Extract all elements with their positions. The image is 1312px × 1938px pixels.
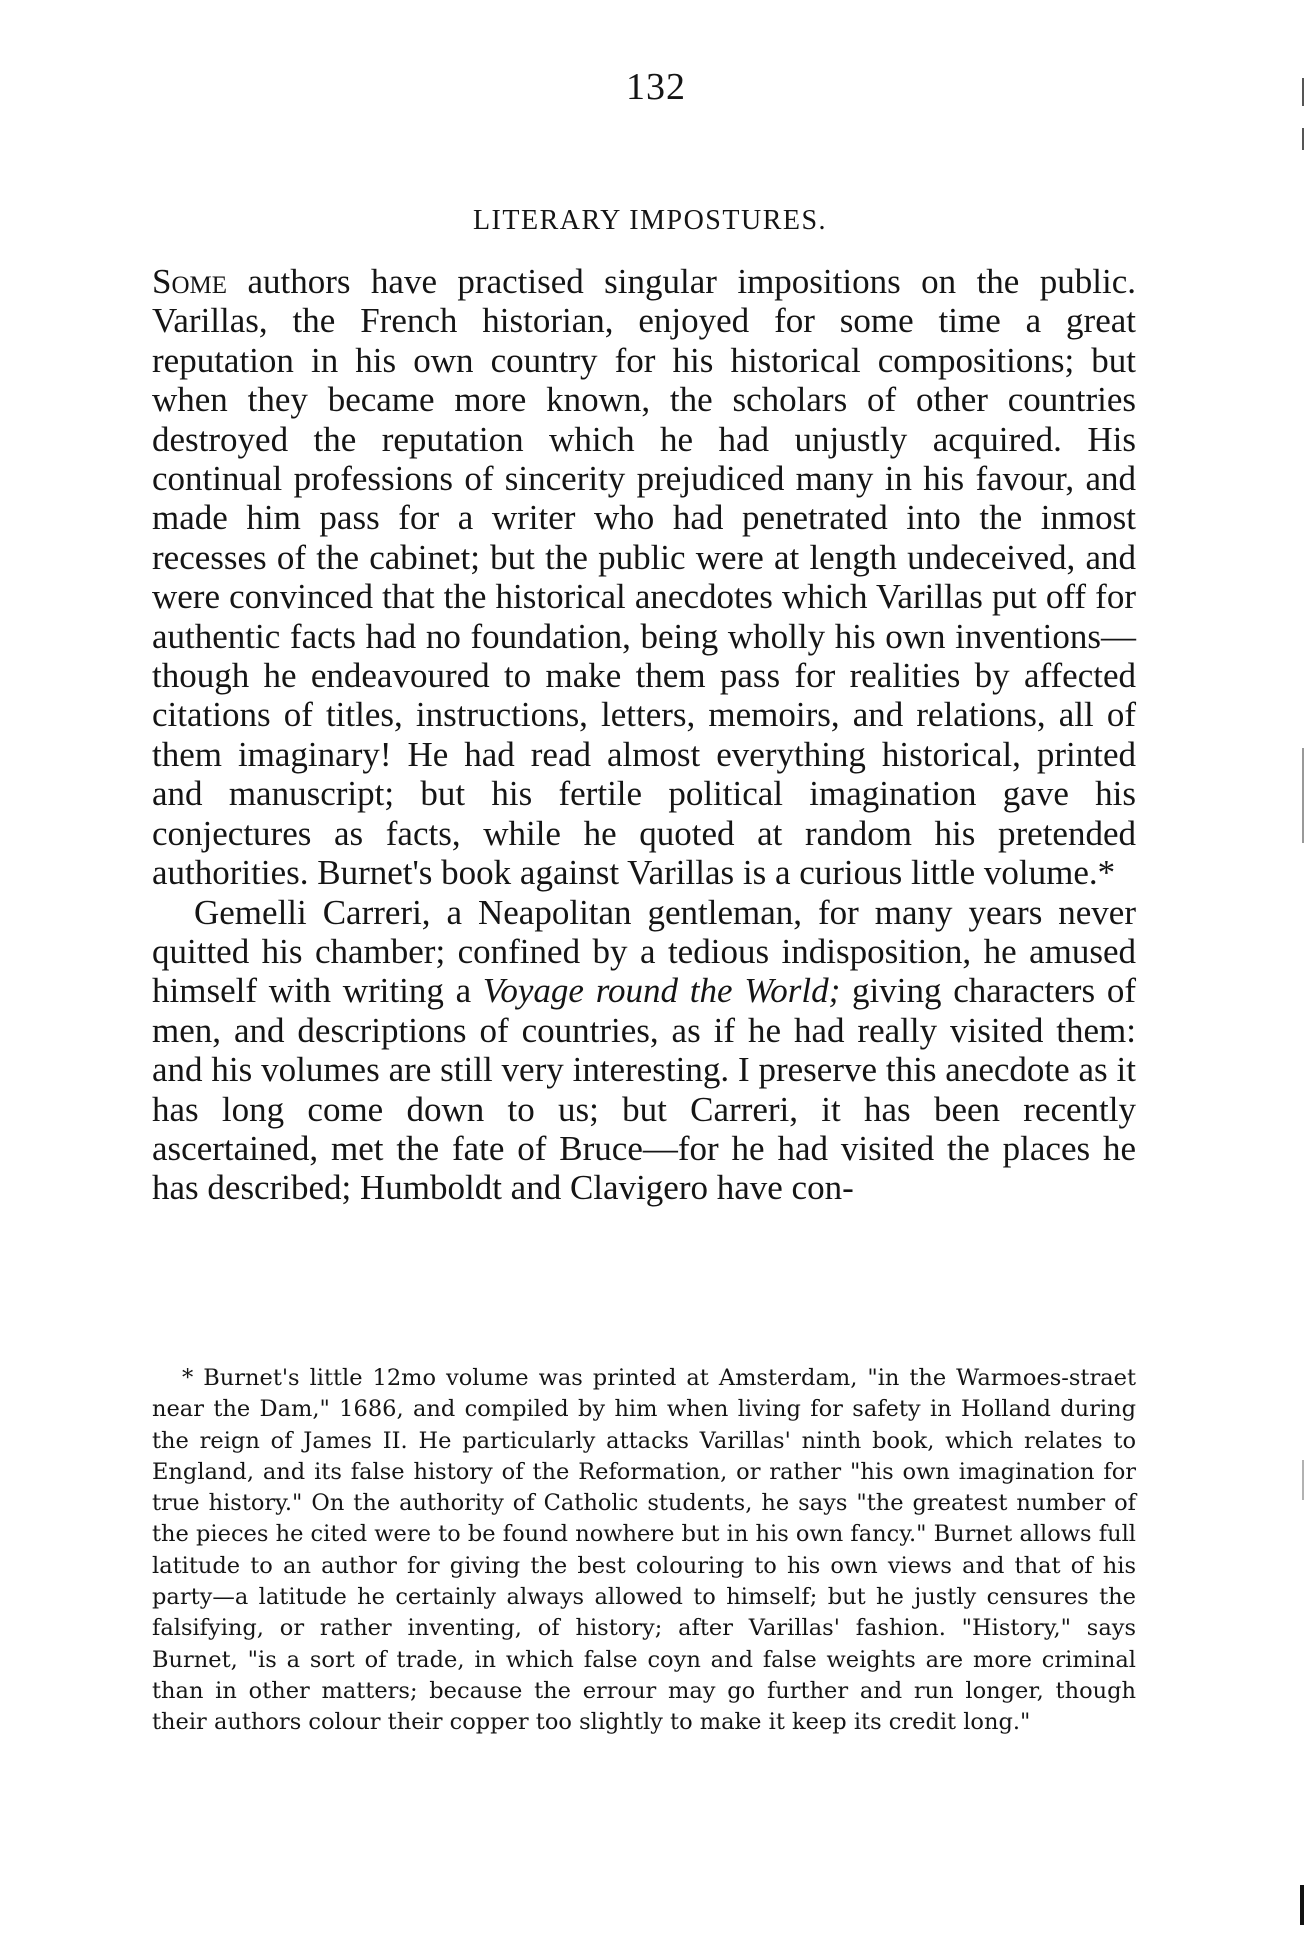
paragraph-lead-word: Some (152, 262, 228, 301)
chapter-title: LITERARY IMPOSTURES. (472, 205, 828, 236)
page-number: 132 (626, 66, 686, 108)
margin-mark (1302, 128, 1304, 150)
margin-mark (1302, 78, 1304, 106)
footnote: * Burnet's little 12mo volume was printed at Amsterdam, "in the Warmoes-straet near the Dam," 1686, and compiled by him when living for safety in Holland during the reign of James II. He particularly attacks Varillas' ninth book, which relates to England, and its false history of the Reformation, or rather "his own imagination for true history." On the authority of Catholic students, he says "the greatest number of the pieces he cited were to be found nowhere but in his own fancy." Burnet allows full latitude to an author for giving the best colouring to his own views and that of his party—a latitude he certainly always allowed to himself; but he justly censures the falsifying, or rather inventing, of history; after Varillas' fashion. "History," says Burnet, "is a sort of trade, in which false coyn and false weights are more criminal than in other matters; because the errour may go further and run longer, though their authors colour their copper too slightly to make it keep its credit long." (152, 1365, 1136, 1736)
margin-mark (1302, 748, 1304, 843)
margin-mark (1300, 1885, 1304, 1925)
paragraph-carreri (152, 893, 1136, 1208)
paragraph-varillas (152, 262, 1136, 893)
book-title-italic: Voyage round the World; (482, 971, 841, 1011)
paragraph-varillas-text: authors have practised singular impositions on the public. Varillas, the French historian, enjoyed for some time a great reputation in his own country for his historical compositions; but when they became more known, the scholars of other countries destroyed the reputation which he had unjustly acquired. His continual professions of sincerity prejudiced many in his favour, and made him pass for a writer who had penetrated into the inmost recesses of the cabinet; but the public were at length undeceived, and were convinced that the historical anecdotes which Varillas put off for authentic facts had no foundation, being wholly his own inventions—though he endeavoured to make them pass for realities by affected citations of titles, instructions, letters, memoirs, and relations, all of them imaginary! He had read almost everything historical, printed and manuscript; but his fertile political imagination gave his conjectures as facts, while he quoted at random his pretended authorities. Burnet's book against Varillas is a curious little volume.* (152, 262, 1136, 893)
margin-mark (1302, 1460, 1304, 1500)
main-text (152, 262, 1136, 1208)
paragraph-carreri-start: Gemelli Carreri, a Neapolitan gentleman, for many years never quitted his chamber; confined by a tedious indisposition, he amused himself with writing a (152, 892, 1136, 1011)
paragraph-carreri-end: giving characters of men, and descriptions of countries, as if he had really visited them: and his volumes are still very interesting. I preserve this anecdote as it has long come down to us; but Carreri, it has been recently ascertained, met the fate of Bruce—for he had visited the places he has described; Humboldt and Clavigero have con- (152, 971, 1136, 1208)
